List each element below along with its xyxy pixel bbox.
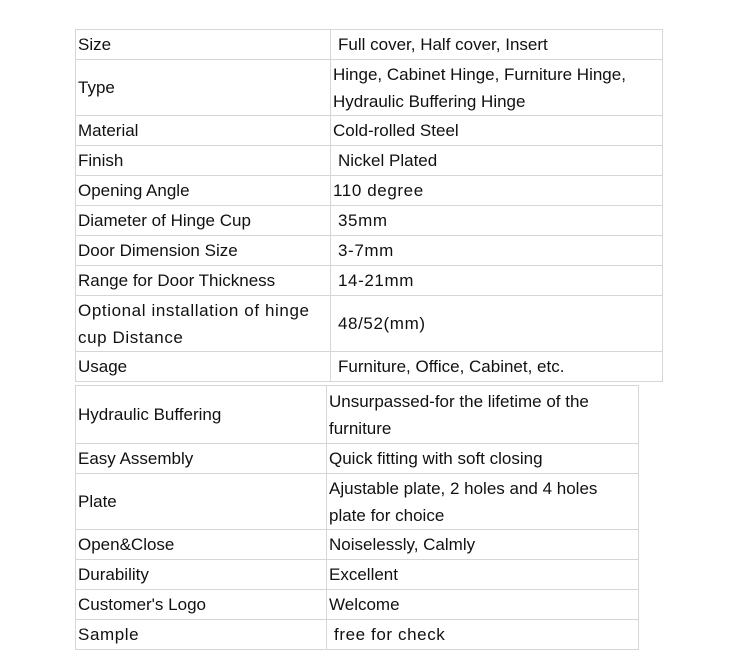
table-row xyxy=(76,266,663,296)
spec-value: Quick fitting with soft closing xyxy=(327,444,639,474)
table-row xyxy=(76,206,663,236)
spec-label: Optional installation of hinge cup Distance xyxy=(76,296,331,352)
table-row xyxy=(76,176,663,206)
spec-value: 110 degree xyxy=(331,176,663,206)
spec-value: Welcome xyxy=(327,590,639,620)
table-row xyxy=(76,30,663,60)
spec-label: Door Dimension Size xyxy=(76,236,331,266)
spec-value: 48/52(mm) xyxy=(331,296,663,352)
spec-value: Cold-rolled Steel xyxy=(331,116,663,146)
spec-label: Size xyxy=(76,30,331,60)
spec-value: 35mm xyxy=(331,206,663,236)
table-row xyxy=(76,146,663,176)
spec-value: Hinge, Cabinet Hinge, Furniture Hinge, Hydraulic Buffering Hinge xyxy=(331,60,663,116)
spec-value: 3-7mm xyxy=(331,236,663,266)
spec-table-top xyxy=(75,29,663,382)
table-row xyxy=(76,620,639,650)
table-row xyxy=(76,116,663,146)
spec-label: Hydraulic Buffering xyxy=(76,386,327,444)
table-row xyxy=(76,560,639,590)
table-row xyxy=(76,236,663,266)
spec-value: Excellent xyxy=(327,560,639,590)
spec-value: Furniture, Office, Cabinet, etc. xyxy=(331,352,663,382)
table-row xyxy=(76,444,639,474)
spec-label: Finish xyxy=(76,146,331,176)
spec-label: Opening Angle xyxy=(76,176,331,206)
spec-label: Diameter of Hinge Cup xyxy=(76,206,331,236)
table-row xyxy=(76,296,663,352)
spec-table-bottom xyxy=(75,385,639,650)
table-row xyxy=(76,474,639,530)
spec-value: Unsurpassed-for the lifetime of the furniture xyxy=(327,386,639,444)
spec-value: Noiselessly, Calmly xyxy=(327,530,639,560)
spec-label: Material xyxy=(76,116,331,146)
spec-label: Plate xyxy=(76,474,327,530)
table-row xyxy=(76,352,663,382)
spec-value: Nickel Plated xyxy=(331,146,663,176)
spec-value: Full cover, Half cover, Insert xyxy=(331,30,663,60)
table-row xyxy=(76,530,639,560)
table-row xyxy=(76,590,639,620)
spec-label: Sample xyxy=(76,620,327,650)
spec-label: Durability xyxy=(76,560,327,590)
spec-value: Ajustable plate, 2 holes and 4 holes plate for choice xyxy=(327,474,639,530)
spec-label: Customer's Logo xyxy=(76,590,327,620)
spec-label: Usage xyxy=(76,352,331,382)
table-row xyxy=(76,60,663,116)
table-row xyxy=(76,386,639,444)
spec-label: Type xyxy=(76,60,331,116)
spec-label: Range for Door Thickness xyxy=(76,266,331,296)
spec-label: Open&Close xyxy=(76,530,327,560)
spec-label: Easy Assembly xyxy=(76,444,327,474)
spec-value: free for check xyxy=(327,620,639,650)
spec-value: 14-21mm xyxy=(331,266,663,296)
